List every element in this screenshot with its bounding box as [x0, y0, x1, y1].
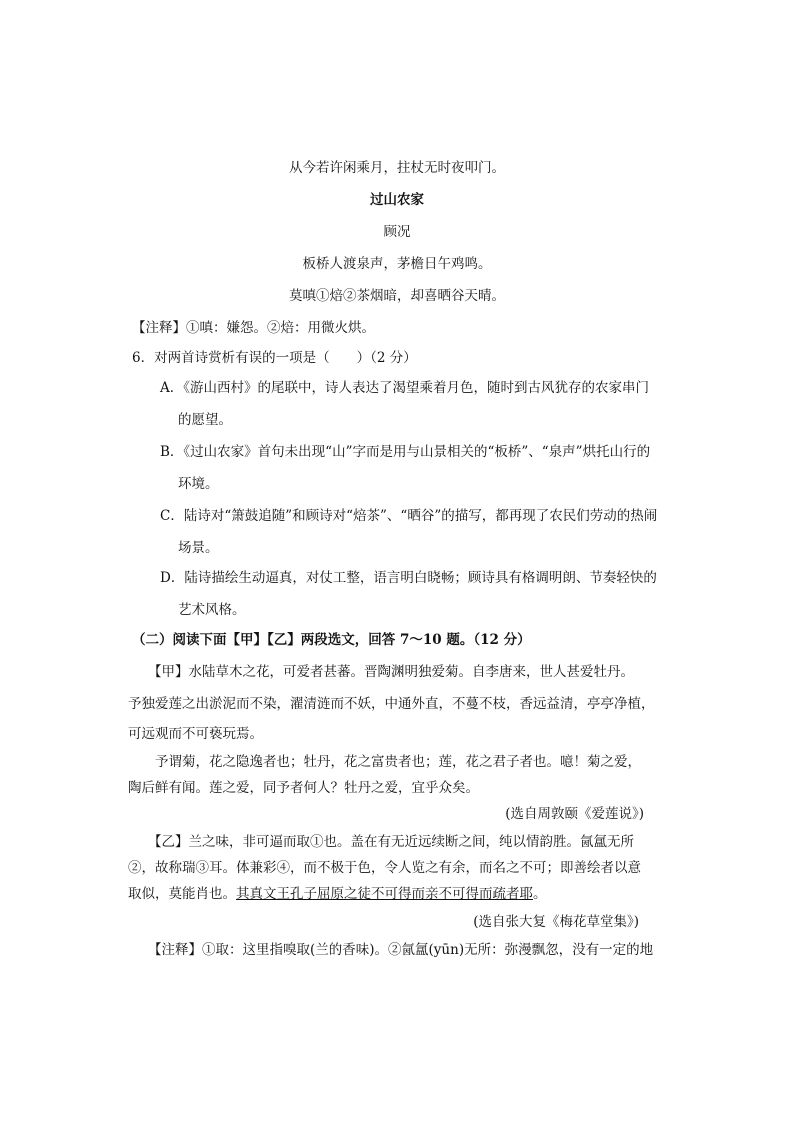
option-a-line-1: A．《游山西村》的尾联中，诗人表达了渴望乘着月色，随时到古风犹存的农家串门 — [160, 380, 649, 396]
yi-source: (选自张大复《梅花草堂集》) — [473, 914, 639, 930]
option-d-line-1: D．陆诗描绘生动逼真，对仗工整，语言明白晓畅；顾诗具有格调明朗、节奏轻快的 — [160, 570, 657, 586]
question-6-stem: 6．对两首诗赏析有误的一项是（ ）（2 分） — [132, 350, 417, 366]
yi-line-1: 【乙】兰之味，非可逼而取①也。盖在有无近远续断之间，纯以情韵胜。氤氲无所 — [148, 834, 634, 850]
section-2-heading: （二）阅读下面【甲】【乙】两段选文，回答 7～10 题。（12 分） — [132, 632, 531, 648]
jia-paragraph-1-line-3: 可远观而不可亵玩焉。 — [128, 726, 263, 742]
poem-line-2: 莫嗔①焙②茶烟暗，却喜晒谷天晴。 — [289, 288, 505, 304]
yi-underlined-sentence: 其真文王孔子屈原之徒不可得而亲不可得而疏者耶 — [236, 886, 533, 902]
yi-line-2: ②，故称瑞③耳。体兼彩④，而不极于色，令人览之有余，而名之不可；即善绘者以意 — [128, 860, 641, 876]
poem-author: 顾况 — [383, 224, 411, 240]
yi-line-3-plain: 取似，莫能肖也。 — [128, 886, 236, 902]
option-c-line-2: 场景。 — [178, 540, 219, 556]
option-d-line-2: 艺术风格。 — [178, 602, 246, 618]
poem-title: 过山农家 — [370, 192, 424, 208]
option-a-line-2: 的愿望。 — [178, 412, 232, 428]
option-b-line-2: 环境。 — [178, 476, 219, 492]
option-b-line-1: B．《过山农家》首句未出现“山”字而是用与山景相关的“板桥”、“泉声”烘托山行的 — [160, 444, 651, 460]
jia-paragraph-1-line-1: 【甲】水陆草木之花，可爱者甚蕃。晋陶渊明独爱菊。自李唐来，世人甚爱牡丹。 — [148, 664, 634, 680]
poem-previous-last-line: 从今若许闲乘月，拄杖无时夜叩门。 — [289, 160, 505, 176]
yi-annotation: 【注释】①取：这里指嗅取(兰的香味)。②氤氲(yūn)无所：弥漫飘忽，没有一定的地 — [148, 942, 654, 958]
option-c-line-1: C．陆诗对“箫鼓追随”和顾诗对“焙茶”、“晒谷”的描写，都再现了农民们劳动的热闹 — [160, 508, 658, 524]
jia-paragraph-2-line-2: 陶后鲜有闻。莲之爱，同予者何人？牡丹之爱，宜乎众矣。 — [128, 780, 479, 796]
jia-paragraph-1-line-2: 予独爱莲之出淤泥而不染，濯清涟而不妖，中通外直，不蔓不枝，香远益清，亭亭净植， — [128, 696, 655, 712]
yi-line-3 — [128, 884, 547, 904]
poem-annotation: 【注释】①嗔：嫌怨。②焙：用微火烘。 — [132, 320, 375, 336]
yi-line-3-end: 。 — [533, 886, 547, 902]
poem-line-1: 板桥人渡泉声，茅檐日午鸡鸣。 — [302, 256, 492, 272]
jia-source: (选自周敦颐《爱莲说》) — [505, 806, 644, 822]
jia-paragraph-2-line-1: 予谓菊，花之隐逸者也；牡丹，花之富贵者也；莲，花之君子者也。噫！菊之爱， — [155, 754, 641, 770]
